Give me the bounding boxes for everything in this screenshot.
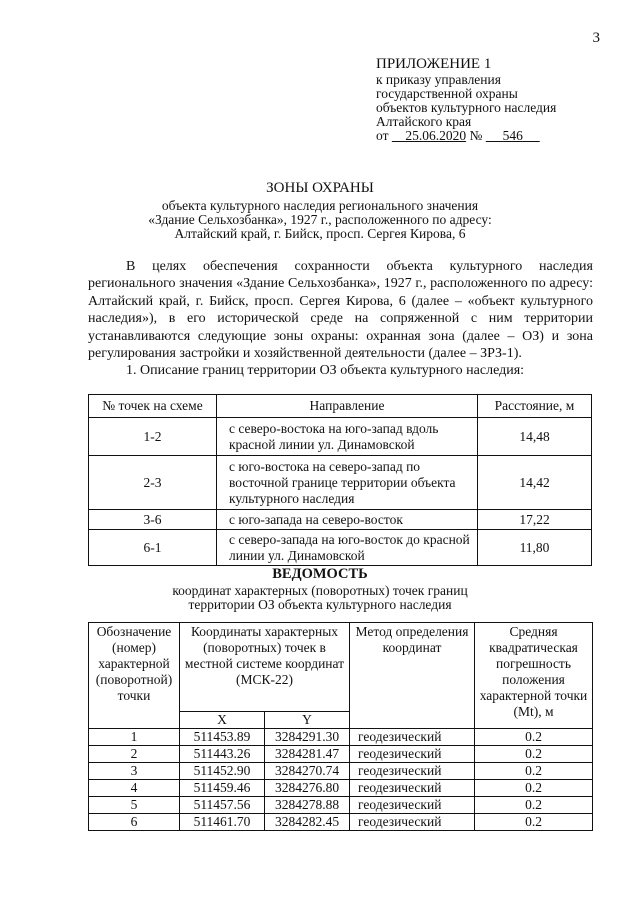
- number-label: №: [469, 128, 483, 143]
- x-cell: 511459.46: [180, 780, 265, 797]
- table-row: [89, 530, 592, 566]
- paragraph: 1. Описание границ территории ОЗ объекта культурного наследия:: [126, 363, 525, 379]
- y-cell: 3284281.47: [265, 746, 350, 763]
- error-cell: 0.2: [475, 780, 593, 797]
- distance-cell: 17,22: [478, 510, 592, 530]
- approval-line: Алтайского края: [376, 114, 472, 129]
- number-cell: 3: [89, 763, 180, 780]
- direction-cell: с юго-запада на северо-восток: [217, 510, 478, 530]
- error-cell: 0.2: [475, 746, 593, 763]
- vedomost-title: ВЕДОМОСТЬ: [272, 566, 368, 582]
- table-row: [89, 763, 593, 780]
- y-cell: 3284291.30: [265, 729, 350, 746]
- number-cell: 5: [89, 797, 180, 814]
- approval-date-line: [376, 129, 626, 143]
- error-cell: 0.2: [475, 814, 593, 831]
- subtitle-line: Алтайский край, г. Бийск, просп. Сергея Кирова, 6: [174, 226, 466, 241]
- distance-cell: 11,80: [478, 530, 592, 566]
- x-cell: 511452.90: [180, 763, 265, 780]
- y-cell: 3284282.45: [265, 814, 350, 831]
- approval-line: государственной охраны: [376, 86, 518, 101]
- method-cell: геодезический: [350, 763, 475, 780]
- col-coords-header: Координаты характерных (поворотных) точек в местной системе координат (МСК-22): [180, 623, 350, 712]
- table-row: [89, 418, 592, 456]
- method-cell: геодезический: [350, 780, 475, 797]
- number-cell: 2: [89, 746, 180, 763]
- col-x-header: X: [180, 712, 265, 729]
- subtitle-line: «Здание Сельхозбанка», 1927 г., расположенного по адресу:: [148, 212, 492, 227]
- approval-line: к приказу управления: [376, 72, 501, 87]
- coordinates-table: [88, 622, 593, 831]
- method-cell: геодезический: [350, 814, 475, 831]
- error-cell: 0.2: [475, 797, 593, 814]
- y-cell: 3284276.80: [265, 780, 350, 797]
- error-cell: 0.2: [475, 729, 593, 746]
- distance-cell: 14,48: [478, 418, 592, 456]
- x-cell: 511457.56: [180, 797, 265, 814]
- table-row: [89, 746, 593, 763]
- document-title: ЗОНЫ ОХРАНЫ: [266, 180, 374, 196]
- points-cell: 2-3: [89, 456, 217, 510]
- body-text: [88, 258, 593, 380]
- approval-date: 25.06.2020: [405, 128, 467, 143]
- approval-line: объектов культурного наследия: [376, 100, 557, 115]
- approval-number: 546: [502, 128, 523, 143]
- page-number: 3: [592, 30, 600, 46]
- error-cell: 0.2: [475, 763, 593, 780]
- direction-cell: с северо-востока на юго-запад вдоль красной линии ул. Динамовской: [217, 418, 478, 456]
- x-cell: 511461.70: [180, 814, 265, 831]
- y-cell: 3284270.74: [265, 763, 350, 780]
- x-cell: 511453.89: [180, 729, 265, 746]
- from-label: от: [376, 128, 389, 143]
- col-y-header: Y: [265, 712, 350, 729]
- method-cell: геодезический: [350, 797, 475, 814]
- number-cell: 6: [89, 814, 180, 831]
- table-row: [89, 456, 592, 510]
- col-number-header: Обозначение (номер) характерной (поворотной) точки: [89, 623, 180, 729]
- subtitle-line: объекта культурного наследия регионального значения: [161, 198, 479, 213]
- vedomost-subtitle-line: территории ОЗ объекта культурного наследия: [188, 597, 452, 612]
- boundary-table: [88, 394, 592, 566]
- direction-cell: с юго-востока на северо-запад по восточной границе территории объекта культурного наследия: [217, 456, 478, 510]
- approval-heading: ПРИЛОЖЕНИЕ 1: [376, 56, 492, 72]
- table-row: [89, 797, 593, 814]
- col-error-header: Средняя квадратическая погрешность положения характерной точки (Mt), м: [475, 623, 593, 729]
- method-cell: геодезический: [350, 729, 475, 746]
- table-row: [89, 510, 592, 530]
- x-cell: 511443.26: [180, 746, 265, 763]
- points-cell: 6-1: [89, 530, 217, 566]
- distance-cell: 14,42: [478, 456, 592, 510]
- paragraph: В целях обеспечения сохранности объекта культурного наследия регионального значения «Здание Сельхозбанка», 1927 г., расположенного по адресу: Алтайский край, г. Бийск, просп. Сергея Кирова, 6 (далее – «объект культурного наследия»), в его исторической среде на сопряженной с ним территории устанавливаются следующие зоны охраны: охранная зона (далее – ОЗ) и зона регулирования застройки и хозяйственной деятельности (далее – ЗРЗ-1).: [88, 259, 593, 362]
- points-cell: 1-2: [89, 418, 217, 456]
- col-direction-header: Направление: [217, 395, 478, 418]
- vedomost-subtitle-line: координат характерных (поворотных) точек границ: [172, 583, 468, 598]
- direction-cell: с северо-запада на юго-восток до красной линии ул. Динамовской: [217, 530, 478, 566]
- approval-block: [376, 56, 626, 143]
- col-points-header: № точек на схеме: [89, 395, 217, 418]
- y-cell: 3284278.88: [265, 797, 350, 814]
- method-cell: геодезический: [350, 746, 475, 763]
- col-method-header: Метод определения координат: [350, 623, 475, 729]
- number-cell: 1: [89, 729, 180, 746]
- col-distance-header: Расстояние, м: [478, 395, 592, 418]
- table-row: [89, 780, 593, 797]
- table-row: [89, 729, 593, 746]
- points-cell: 3-6: [89, 510, 217, 530]
- number-cell: 4: [89, 780, 180, 797]
- table-row: [89, 814, 593, 831]
